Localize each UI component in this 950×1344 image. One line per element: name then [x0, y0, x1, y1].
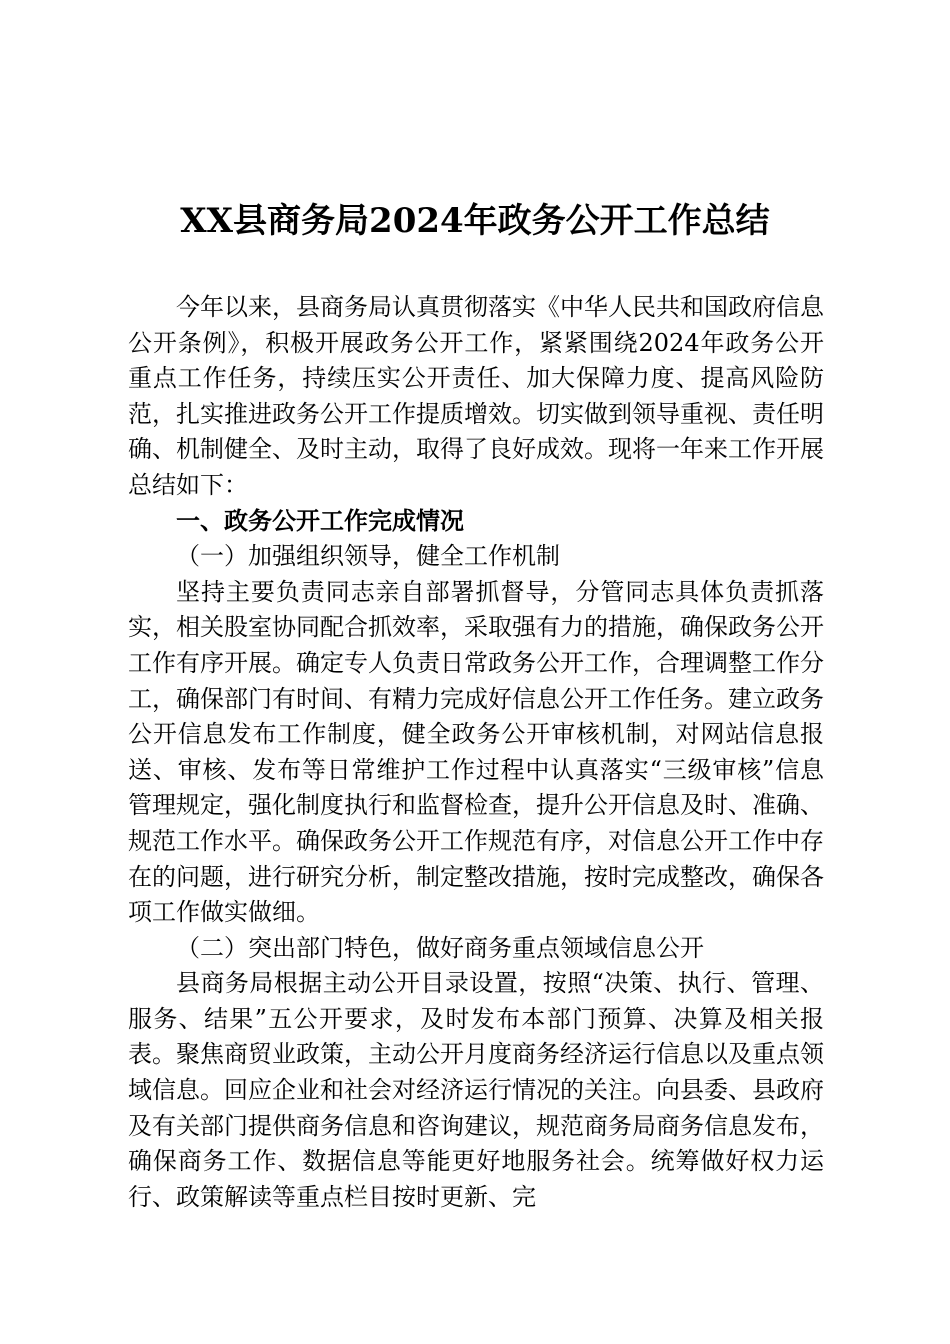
section-heading: 一、政务公开工作完成情况 — [176, 506, 464, 535]
body-paragraph: 县商务局根据主动公开目录设置，按照“决策、执行、管理、服务、结果”五公开要求，及时发布本部门预算、决算及相关报表。聚焦商贸业政策，主动公开月度商务经济运行信息以及重点领域信息。回应企业和社会对经济运行情况的关注。向县委、县政府及有关部门提供商务信息和咨询建议，规范商务局商务信息发布，确保商务工作、数据信息等能更好地服务社会。统筹做好权力运行、政策解读等重点栏目按时更新、完 — [128, 969, 824, 1211]
subsection-heading: （二）突出部门特色，做好商务重点领域信息公开 — [176, 933, 704, 962]
document-title: XX县商务局2024年政务公开工作总结 — [180, 201, 770, 241]
document-body — [128, 290, 824, 1215]
subsection-heading: （一）加强组织领导，健全工作机制 — [176, 542, 560, 571]
body-paragraph: 坚持主要负责同志亲自部署抓督导，分管同志具体负责抓落实，相关股室协同配合抓效率，采取强有力的措施，确保政务公开工作有序开展。确定专人负责日常政务公开工作，合理调整工作分工，确保部门有时间、有精力完成好信息公开工作任务。建立政务公开信息发布工作制度，健全政务公开审核机制，对网站信息报送、审核、发布等日常维护工作过程中认真落实“三级审核”信息管理规定，强化制度执行和监督检查，提升公开信息及时、准确、规范工作水平。确保政务公开工作规范有序，对信息公开工作中存在的问题，进行研究分析，制定整改措施，按时完成整改，确保各项工作做实做细。 — [128, 577, 824, 927]
intro-paragraph: 今年以来，县商务局认真贯彻落实《中华人民共和国政府信息公开条例》，积极开展政务公开工作，紧紧围绕2024年政务公开重点工作任务，持续压实公开责任、加大保障力度、提高风险防范，扎实推进政务公开工作提质增效。切实做到领导重视、责任明确、机制健全、及时主动，取得了良好成效。现将一年来工作开展总结如下： — [128, 293, 824, 499]
